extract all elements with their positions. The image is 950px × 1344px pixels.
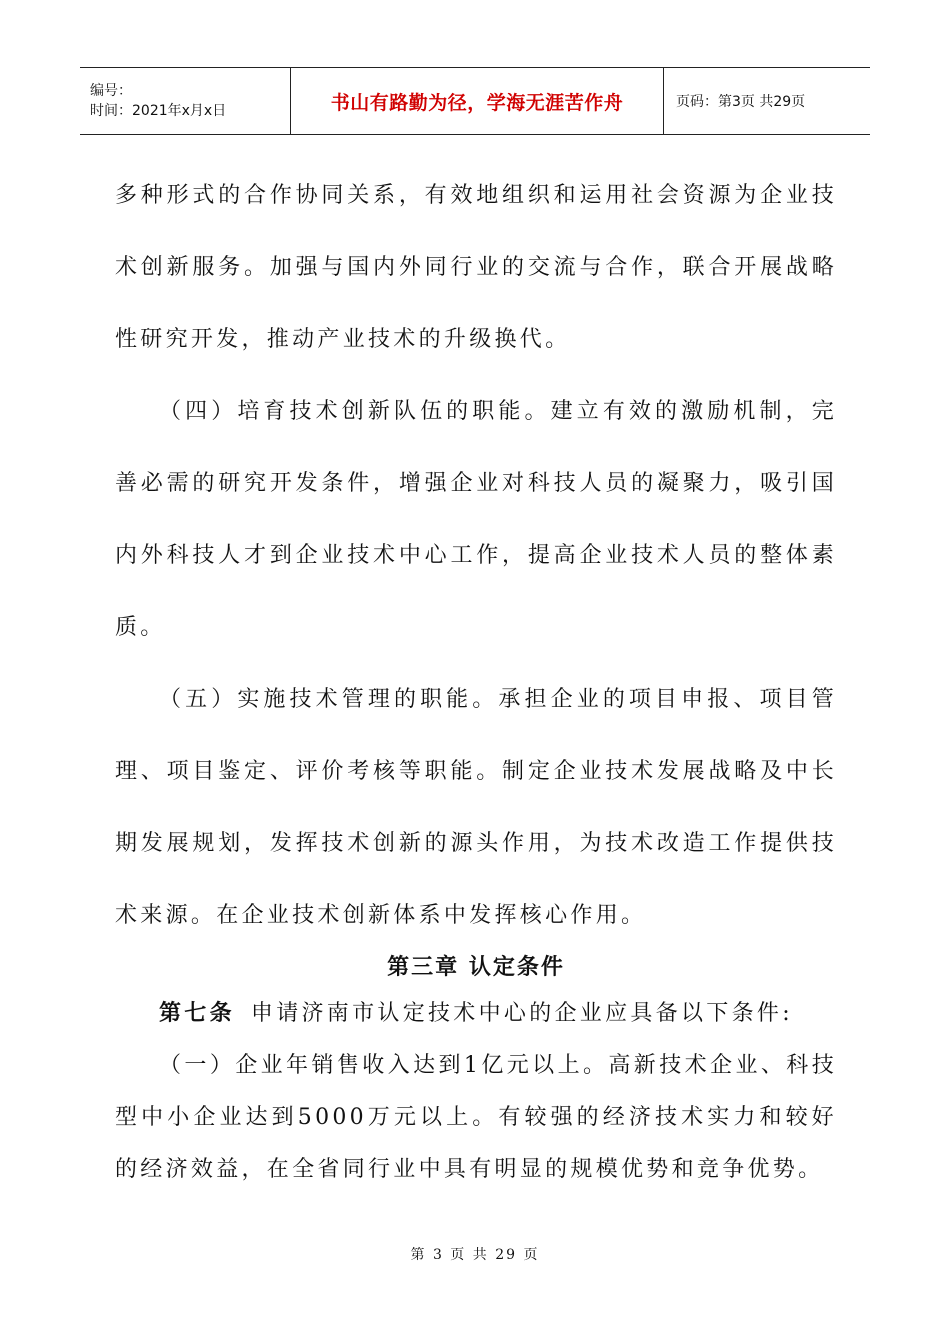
- header-page-number: 页码：第3页 共29页: [664, 68, 871, 135]
- page-header: [80, 67, 870, 135]
- article-seven: [115, 988, 837, 1040]
- paragraph-continuation: 多种形式的合作协同关系，有效地组织和运用社会资源为企业技术创新服务。加强与国内外同行业的交流与合作，联合开展战略性研究开发，推动产业技术的升级换代。: [115, 183, 837, 352]
- paragraph-item-five: （五）实施技术管理的职能。承担企业的项目申报、项目管理、项目鉴定、评价考核等职能。制定企业技术发展战略及中长期发展规划，发挥技术创新的源头作用，为技术改造工作提供技术来源。在企业技术创新体系中发挥核心作用。: [115, 687, 837, 928]
- chapter-content: [115, 988, 837, 1196]
- document-time-label: 时间：2021年x月x日: [90, 103, 227, 119]
- article-text: 申请济南市认定技术中心的企业应具备以下条件:: [250, 1001, 793, 1026]
- paragraph-item-four: （四）培育技术创新队伍的职能。建立有效的激励机制，完善必需的研究开发条件，增强企业对科技人员的凝聚力，吸引国内外科技人才到企业技术中心工作，提高企业技术人员的整体素质。: [115, 399, 837, 640]
- page-footer: 第 3 页 共 29 页: [410, 1247, 540, 1263]
- condition-item-one: （一）企业年销售收入达到1亿元以上。高新技术企业、科技型中小企业达到5000万元以上。有较强的经济技术实力和较好的经济效益，在全省同行业中具有明显的规模优势和竞争优势。: [115, 1053, 837, 1182]
- document-body: [115, 160, 837, 1182]
- article-label: 第七条: [159, 1001, 235, 1026]
- header-motto: 书山有路勤为径，学海无涯苦作舟: [291, 68, 664, 135]
- document-number-label: 编号：: [90, 83, 132, 99]
- header-meta: [80, 68, 291, 135]
- chapter-title: 第三章 认定条件: [387, 955, 565, 980]
